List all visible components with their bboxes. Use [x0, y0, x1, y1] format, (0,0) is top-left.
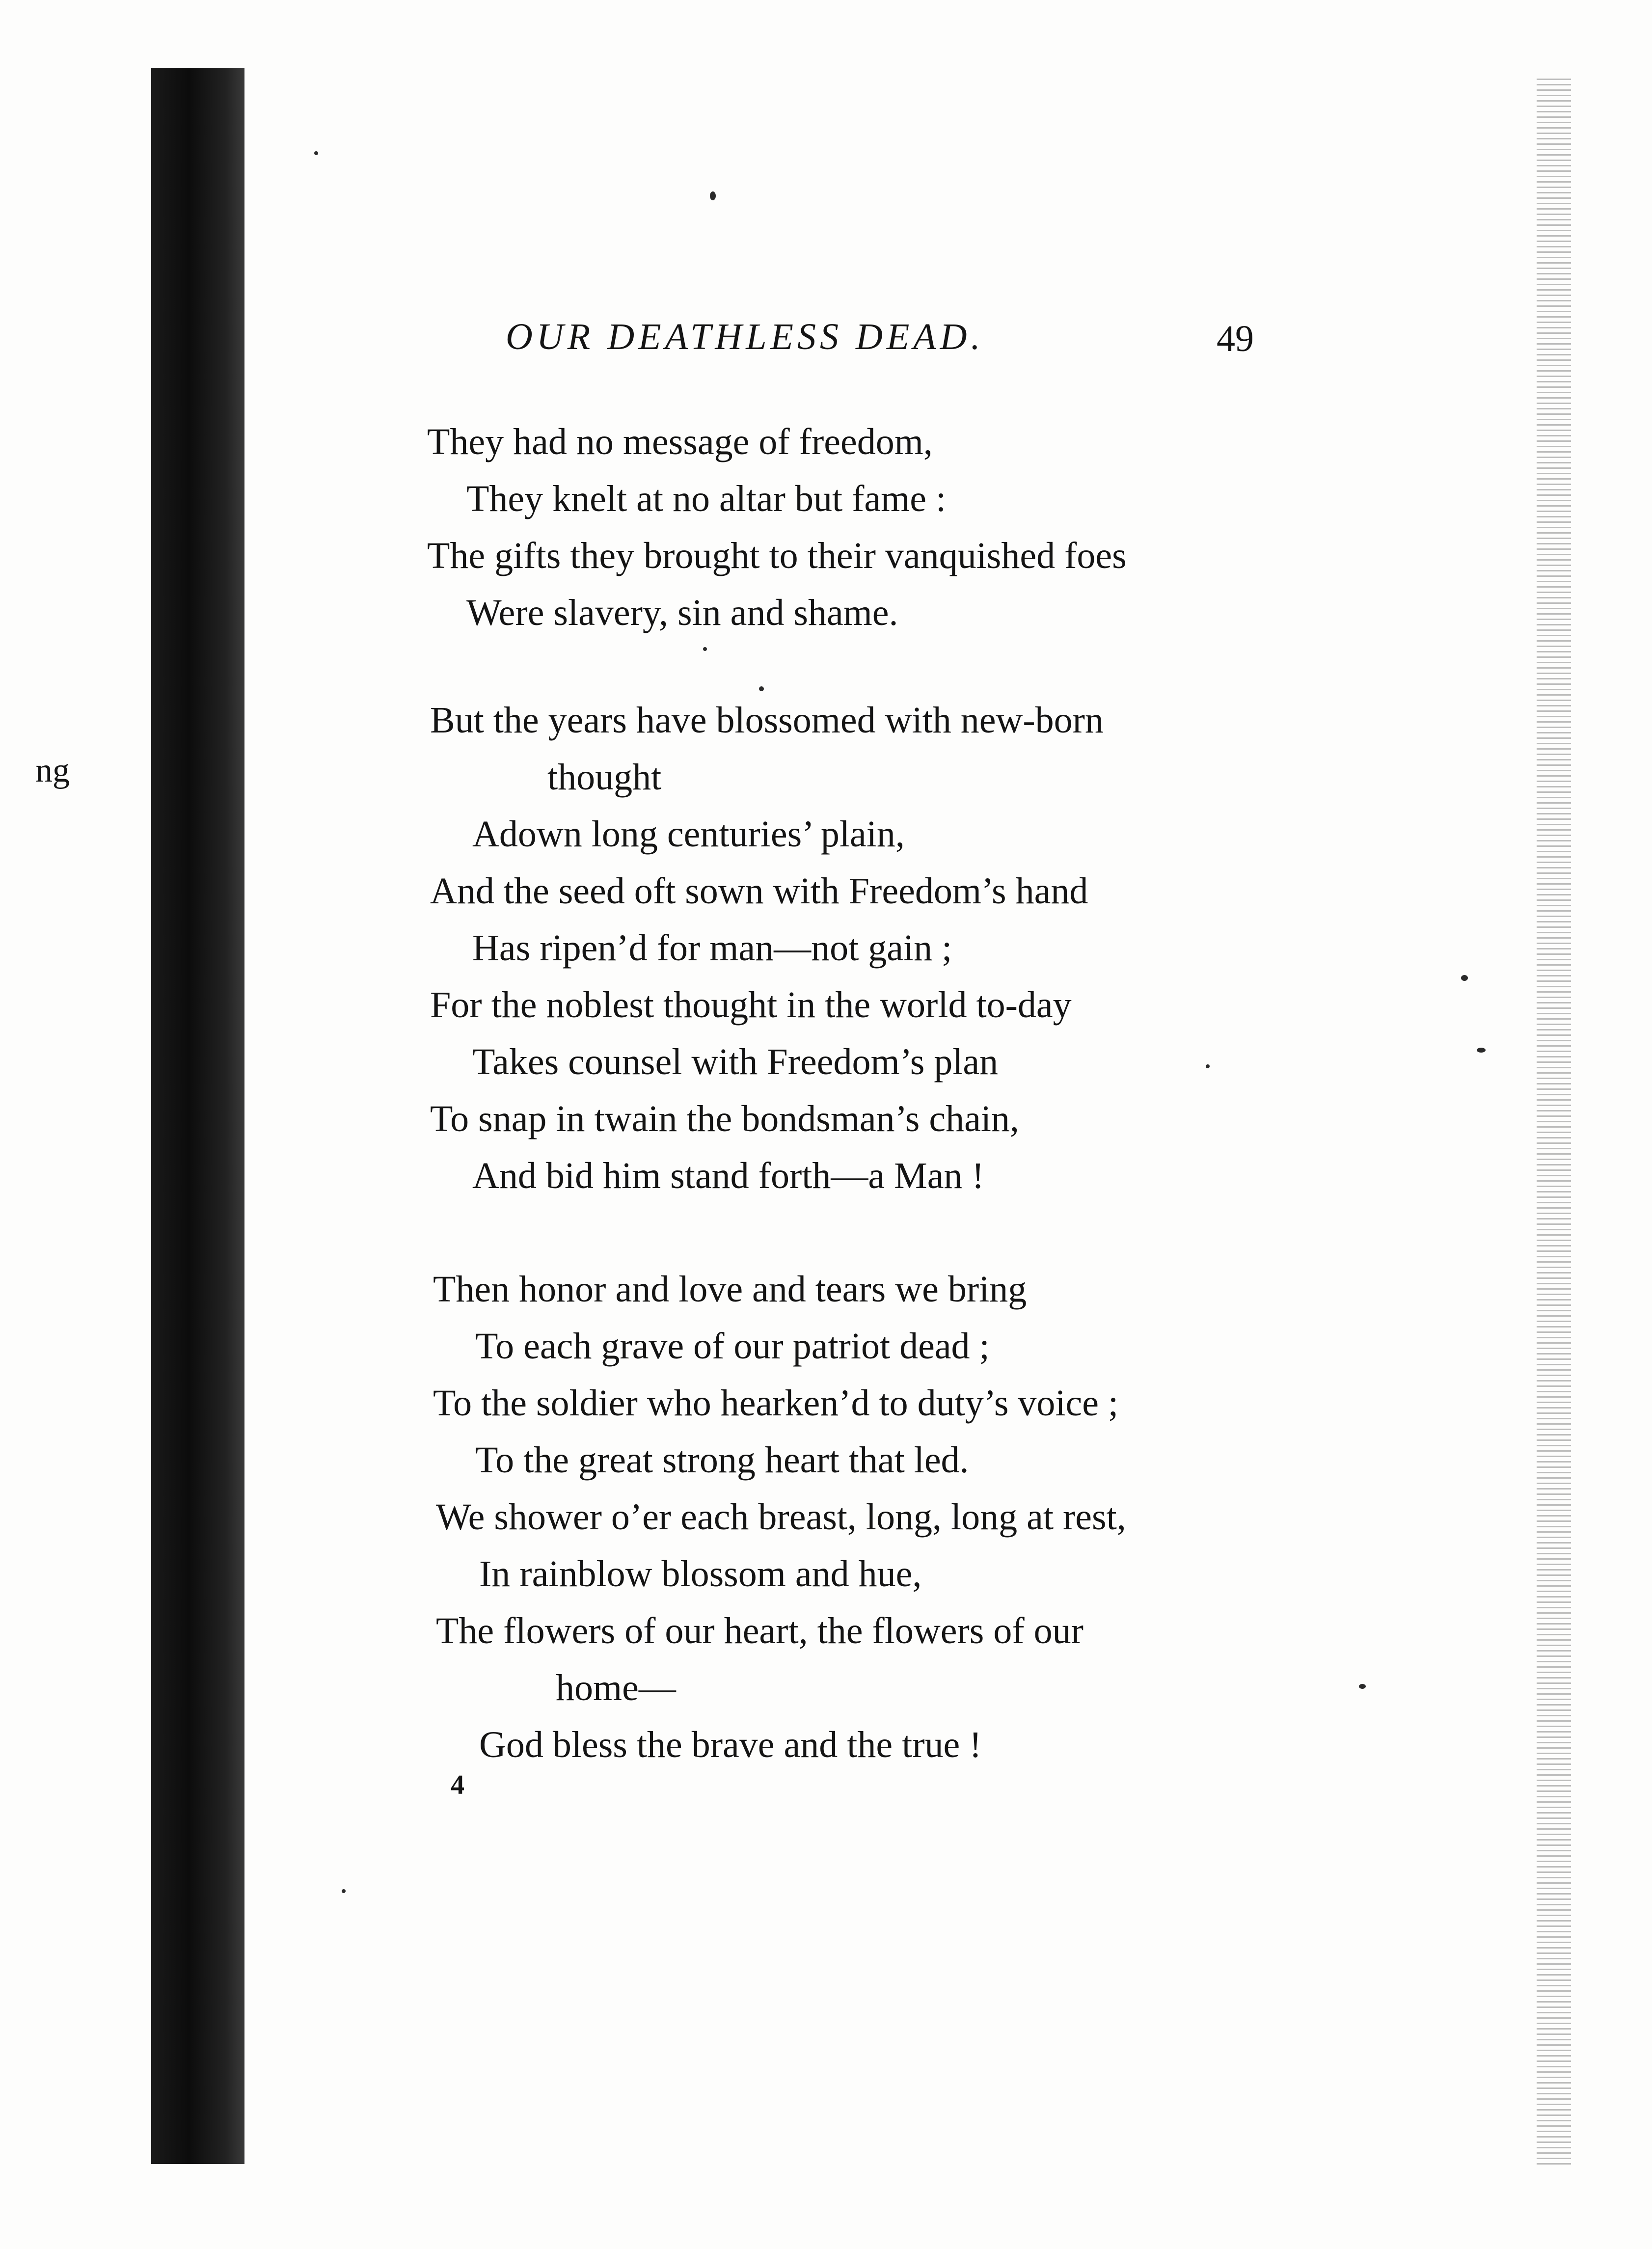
poem-line: God bless the brave and the true ! [479, 1724, 982, 1765]
scan-speck [314, 151, 318, 155]
poem-line: And bid him stand forth—a Man ! [472, 1155, 984, 1196]
poem-line: To each grave of our patriot dead ; [475, 1326, 990, 1367]
running-head: OUR DEATHLESS DEAD. [506, 316, 984, 357]
poem-line: But the years have blossomed with new-born [430, 700, 1104, 741]
poem-line: The flowers of our heart, the flowers of our [436, 1610, 1083, 1652]
page-edge-speckle [1537, 79, 1571, 2165]
poem-line: Takes counsel with Freedom’s plan [472, 1041, 999, 1083]
page-number: 49 [1217, 318, 1254, 359]
poem-line: home— [556, 1667, 676, 1708]
scan-speck [703, 647, 707, 651]
poem-line: Has ripen’d for man—not gain ; [472, 927, 952, 969]
poem-line: They had no message of freedom, [427, 421, 933, 462]
poem-line: Adown long centuries’ plain, [472, 813, 905, 855]
poem-line: To snap in twain the bondsman’s chain, [430, 1098, 1019, 1139]
poem-line: Were slavery, sin and shame. [466, 592, 898, 633]
poem-line: thought [547, 757, 662, 798]
poem-line: To the great strong heart that led. [475, 1439, 969, 1481]
scan-speck [342, 1889, 346, 1893]
scan-speck [710, 191, 716, 200]
poem-line: In rainblow blossom and hue, [479, 1553, 922, 1595]
poem-line: We shower o’er each breast, long, long at rest, [436, 1496, 1126, 1538]
scan-speck [1477, 1048, 1486, 1053]
facing-page-fragment: ng [35, 752, 70, 789]
scan-speck [759, 686, 764, 691]
poem-line: And the seed oft sown with Freedom’s hand [430, 870, 1088, 912]
scan-speck [1359, 1684, 1366, 1689]
poem-line: The gifts they brought to their vanquished foes [427, 535, 1127, 576]
poem-line: To the soldier who hearken’d to duty’s voice ; [433, 1382, 1119, 1424]
book-gutter-shadow [151, 68, 244, 2164]
poem-line: For the noblest thought in the world to-day [430, 984, 1072, 1026]
scan-speck [1206, 1064, 1210, 1068]
poem-line: They knelt at no altar but fame : [466, 478, 947, 519]
signature-mark: 4 [451, 1770, 464, 1800]
poem-line: Then honor and love and tears we bring [433, 1269, 1027, 1310]
scan-speck [1461, 975, 1468, 981]
